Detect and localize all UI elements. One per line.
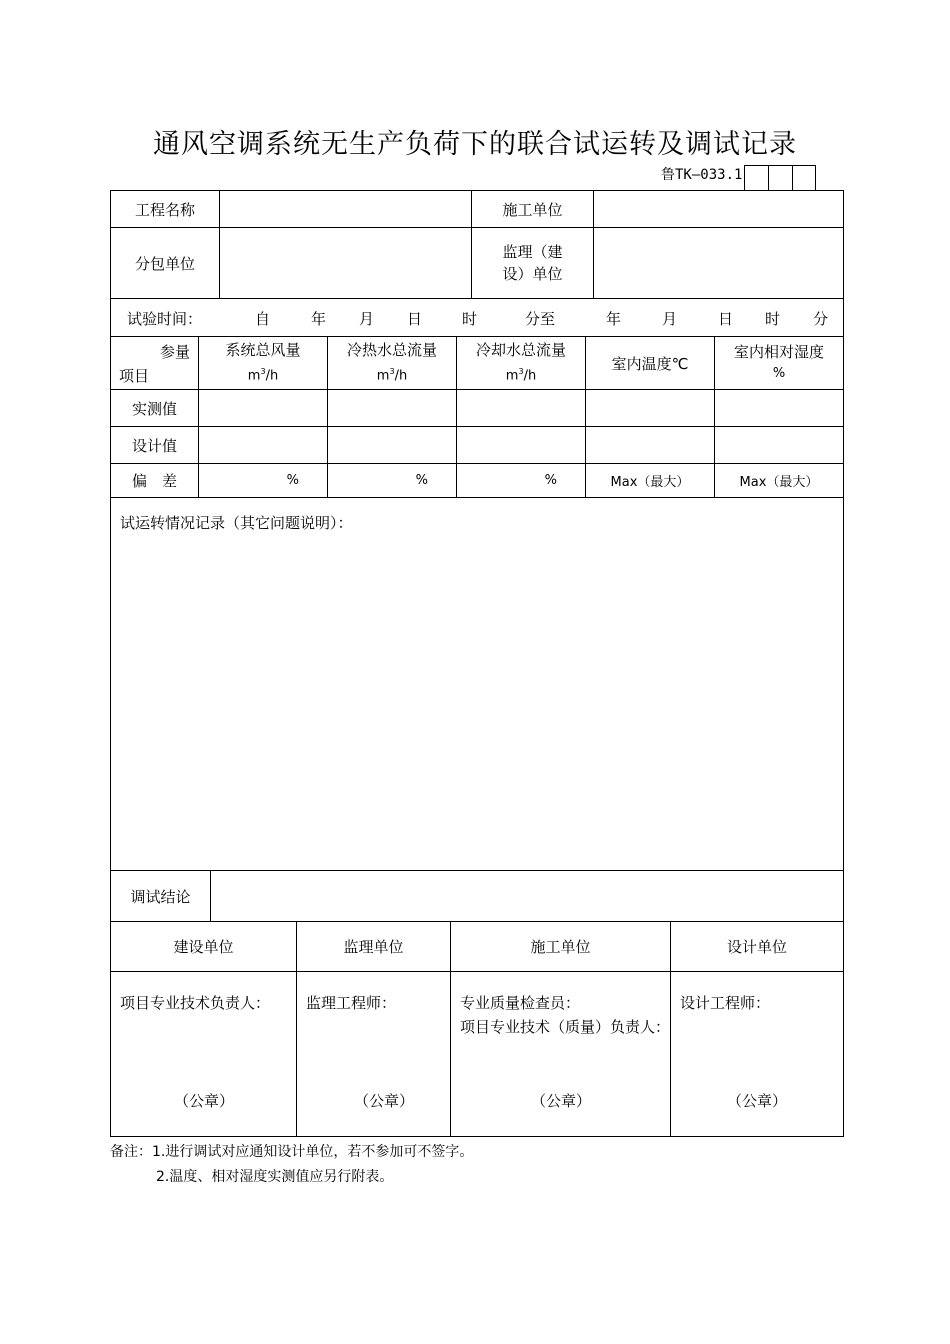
measured-cell[interactable] (328, 390, 457, 426)
code-box[interactable] (792, 165, 816, 190)
code-boxes[interactable] (744, 165, 816, 190)
unit-supervisor: 监理单位 (297, 922, 451, 971)
time-field: 时 (462, 310, 478, 328)
project-name-field[interactable] (220, 191, 472, 227)
seal-label: （公章） (726, 1092, 787, 1110)
subcontractor-field[interactable] (220, 228, 472, 298)
contractor-field[interactable] (594, 191, 843, 227)
conclusion-field[interactable] (211, 871, 843, 921)
seal-label: （公章） (353, 1092, 414, 1110)
col-unit: $m^3/h$ (376, 366, 408, 384)
design-row (111, 427, 843, 464)
record-row[interactable] (111, 498, 843, 871)
role-label: 专业质量检查员： (460, 994, 581, 1012)
measured-cell[interactable] (199, 390, 328, 426)
conclusion-label: 调试结论 (111, 871, 211, 921)
time-field: 年 (606, 310, 622, 328)
design-cell[interactable] (457, 427, 586, 463)
time-field: 自 (255, 310, 271, 328)
corner-bottom: 项目 (119, 367, 150, 385)
param-col-airflow (199, 337, 328, 389)
param-col-cooling (457, 337, 586, 389)
time-field: 月 (662, 310, 678, 328)
code-box[interactable] (744, 165, 768, 190)
note-line-1: 备注：1.进行调试对应通知设计单位，若不参加可不签字。 (110, 1144, 474, 1160)
col-name: 室内相对湿度 (733, 343, 824, 361)
time-field: 日 (718, 310, 734, 328)
measured-row (111, 390, 843, 427)
project-name-label: 工程名称 (111, 191, 220, 227)
design-cell[interactable] (199, 427, 328, 463)
role-label: 项目专业技术负责人： (120, 994, 271, 1012)
header-row-1 (111, 191, 843, 228)
page-title: 通风空调系统无生产负荷下的联合试运转及调试记录 (153, 129, 797, 160)
supervisor-label-line2: 设）单位 (502, 265, 563, 283)
test-time-label: 试验时间： (127, 310, 203, 328)
col-unit: $m^3/h$ (505, 366, 537, 384)
code-box[interactable] (768, 165, 792, 190)
supervisor-label (472, 228, 594, 298)
role-label: 项目专业技术（质量）负责人： (460, 1018, 671, 1036)
param-col-temp (586, 337, 715, 389)
col-unit: $m^3/h$ (247, 366, 279, 384)
seal-label: （公章） (530, 1092, 591, 1110)
deviation-cell[interactable]: % (199, 464, 328, 497)
measured-cell[interactable] (586, 390, 715, 426)
sign-supervisor[interactable] (297, 972, 451, 1136)
col-unit: % (772, 366, 786, 381)
supervisor-field[interactable] (594, 228, 843, 298)
sign-owner[interactable] (111, 972, 297, 1136)
time-field: 时 (765, 310, 781, 328)
record-form (110, 190, 844, 1137)
time-field: 年 (311, 310, 327, 328)
col-name: 冷热水总流量 (346, 340, 437, 359)
supervisor-label-line1: 监理（建 (502, 243, 563, 261)
contractor-label: 施工单位 (472, 191, 594, 227)
deviation-cell[interactable]: % (328, 464, 457, 497)
param-corner (111, 337, 199, 389)
sign-contractor[interactable] (451, 972, 671, 1136)
time-field: 分 (813, 310, 829, 328)
col-name: 系统总风量 (225, 340, 301, 359)
subcontractor-label: 分包单位 (111, 228, 220, 298)
test-time-row[interactable] (111, 299, 843, 337)
conclusion-row (111, 871, 843, 922)
note-line-2: 2.温度、相对湿度实测值应另行附表。 (156, 1169, 394, 1185)
measured-cell[interactable] (457, 390, 586, 426)
seal-label: （公章） (173, 1092, 234, 1110)
signature-row (111, 972, 843, 1136)
header-row-2 (111, 228, 843, 299)
unit-designer: 设计单位 (726, 938, 787, 956)
measured-label: 实测值 (111, 390, 199, 426)
unit-owner: 建设单位 (111, 922, 297, 971)
record-label: 试运转情况记录（其它问题说明）： (120, 514, 353, 532)
col-name: 冷却水总流量 (475, 340, 566, 359)
role-label: 设计工程师： (680, 994, 771, 1012)
deviation-cell[interactable]: Max（最大） (586, 464, 715, 497)
param-header-row (111, 337, 843, 390)
design-label: 设计值 (111, 427, 199, 463)
design-cell[interactable] (586, 427, 715, 463)
measured-cell[interactable] (715, 390, 843, 426)
units-row (111, 922, 843, 972)
time-field: 月 (359, 310, 375, 328)
deviation-label: 偏 差 (111, 464, 199, 497)
time-field: 日 (407, 310, 423, 328)
design-cell[interactable] (715, 427, 843, 463)
sign-designer[interactable] (671, 972, 843, 1136)
param-col-hotcold (328, 337, 457, 389)
form-code: 鲁TK—033.1 (661, 167, 743, 183)
col-name: 室内温度℃ (611, 354, 689, 373)
deviation-row (111, 464, 843, 498)
deviation-cell[interactable]: Max（最大） (739, 475, 819, 490)
corner-top: 参量 (159, 343, 190, 361)
design-cell[interactable] (328, 427, 457, 463)
deviation-cell[interactable]: % (457, 464, 586, 497)
time-field: 分至 (525, 310, 556, 328)
param-col-humidity (715, 337, 843, 389)
role-label: 监理工程师： (306, 994, 397, 1012)
unit-contractor: 施工单位 (451, 922, 671, 971)
